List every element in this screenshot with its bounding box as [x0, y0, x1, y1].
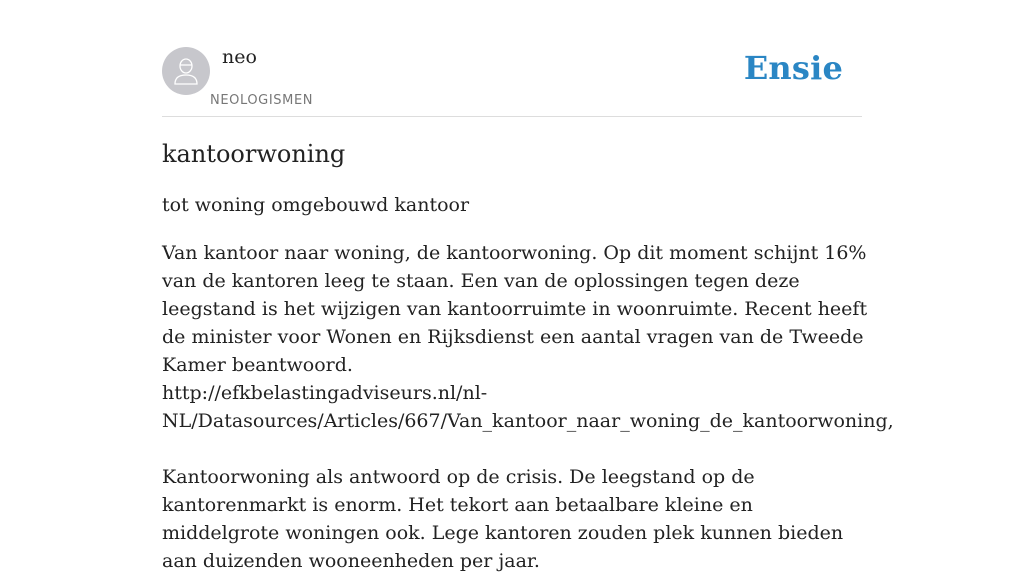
paragraph-spacer [162, 435, 872, 463]
author-name[interactable]: neo [222, 46, 257, 68]
entry-body [162, 239, 894, 575]
category-label[interactable]: NEOLOGISMEN [210, 93, 314, 108]
body-paragraph: Kantoorwoning als antwoord op de crisis. De leegstand op de kantorenmarkt is enorm. Het tekort aan betaalbare kleine en middelgrote woningen ook. Lege kantoren zouden plek kunnen bieden aan duizenden wooneenheden per jaar. [162, 466, 844, 572]
page-container [162, 0, 894, 572]
avatar[interactable] [162, 47, 210, 95]
header [162, 0, 862, 117]
brand-logo[interactable]: Ensie [743, 49, 843, 87]
body-paragraph: Van kantoor naar woning, de kantoorwoning. Op dit moment schijnt 16% van de kantoren leeg te staan. Een van de oplossingen tegen deze leegstand is het wijzigen van kantoorruimte in woonruimte. Recent heeft de minister voor Wonen en Rijksdienst een aantal vragen van de Tweede Kamer beantwoord. http://efkbelastingadviseurs.nl/nl-NL/Datasources/Articles/667/Van_kantoor_naar_woning_de_kantoorwoning, [162, 242, 894, 432]
user-icon [162, 47, 210, 95]
entry-definition: tot woning omgebouwd kantoor [162, 194, 470, 216]
entry-title: kantoorwoning [162, 140, 346, 168]
